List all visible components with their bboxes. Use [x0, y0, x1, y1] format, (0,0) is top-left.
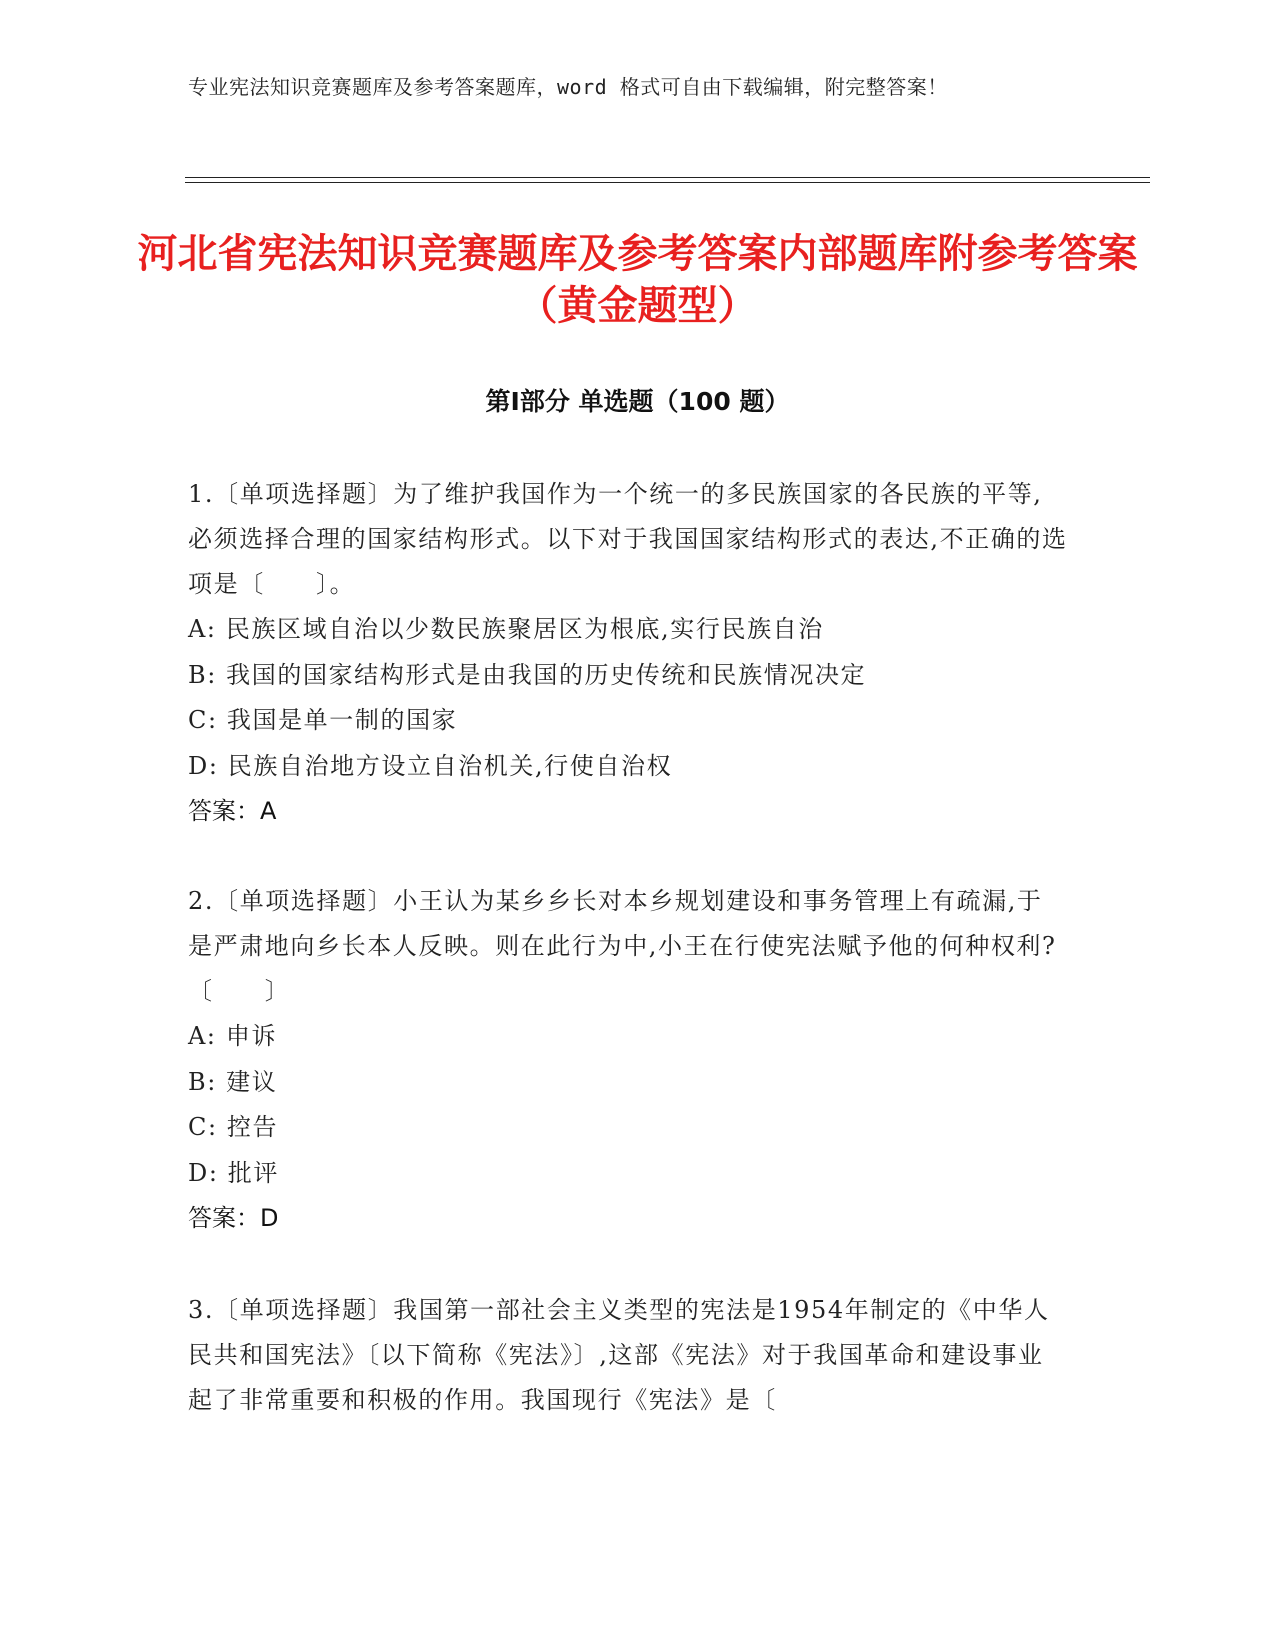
- question-stem: 2.〔单项选择题〕小王认为某乡乡长对本乡规划建设和事务管理上有疏漏,于是严肃地向乡长本人反映。则在此行为中,小王在行使宪法赋予他的何种权利?〔 〕: [188, 887, 1057, 1005]
- option-c: C: 控告: [188, 1113, 279, 1141]
- question-1: [188, 472, 1068, 834]
- header-divider-top: [185, 177, 1150, 178]
- question-3: [188, 1288, 1068, 1423]
- question-stem: 3.〔单项选择题〕我国第一部社会主义类型的宪法是1954年制定的《中华人民共和国宪法》〔以下简称《宪法》〕,这部《宪法》对于我国革命和建设事业起了非常重要和积极的作用。我国现行《宪法》是〔: [188, 1296, 1050, 1414]
- section-title: 第Ⅰ部分 单选题（100 题）: [485, 387, 790, 416]
- option-a: A: 民族区域自治以少数民族聚居区为根底,实行民族自治: [188, 615, 824, 643]
- option-b: B: 建议: [188, 1067, 278, 1096]
- header-divider-bottom: [185, 182, 1150, 183]
- document-title: 河北省宪法知识竞赛题库及参考答案内部题库附参考答案（黄金题型）: [137, 231, 1138, 329]
- option-a: A: 申诉: [188, 1022, 278, 1050]
- option-c: C: 我国是单一制的国家: [188, 706, 458, 734]
- header-note: 专业宪法知识竞赛题库及参考答案题库，word 格式可自由下载编辑，附完整答案！: [188, 75, 948, 99]
- answer: 答案：A: [188, 797, 277, 825]
- answer: 答案：D: [188, 1204, 279, 1232]
- option-d: D: 批评: [188, 1158, 279, 1187]
- option-d: D: 民族自治地方设立自治机关,行使自治权: [188, 751, 673, 780]
- question-stem: 1.〔单项选择题〕为了维护我国作为一个统一的多民族国家的各民族的平等,必须选择合理的国家结构形式。以下对于我国国家结构形式的表达,不正确的选项是〔 〕。: [188, 480, 1068, 598]
- option-b: B: 我国的国家结构形式是由我国的历史传统和民族情况决定: [188, 660, 867, 689]
- question-2: [188, 879, 1068, 1241]
